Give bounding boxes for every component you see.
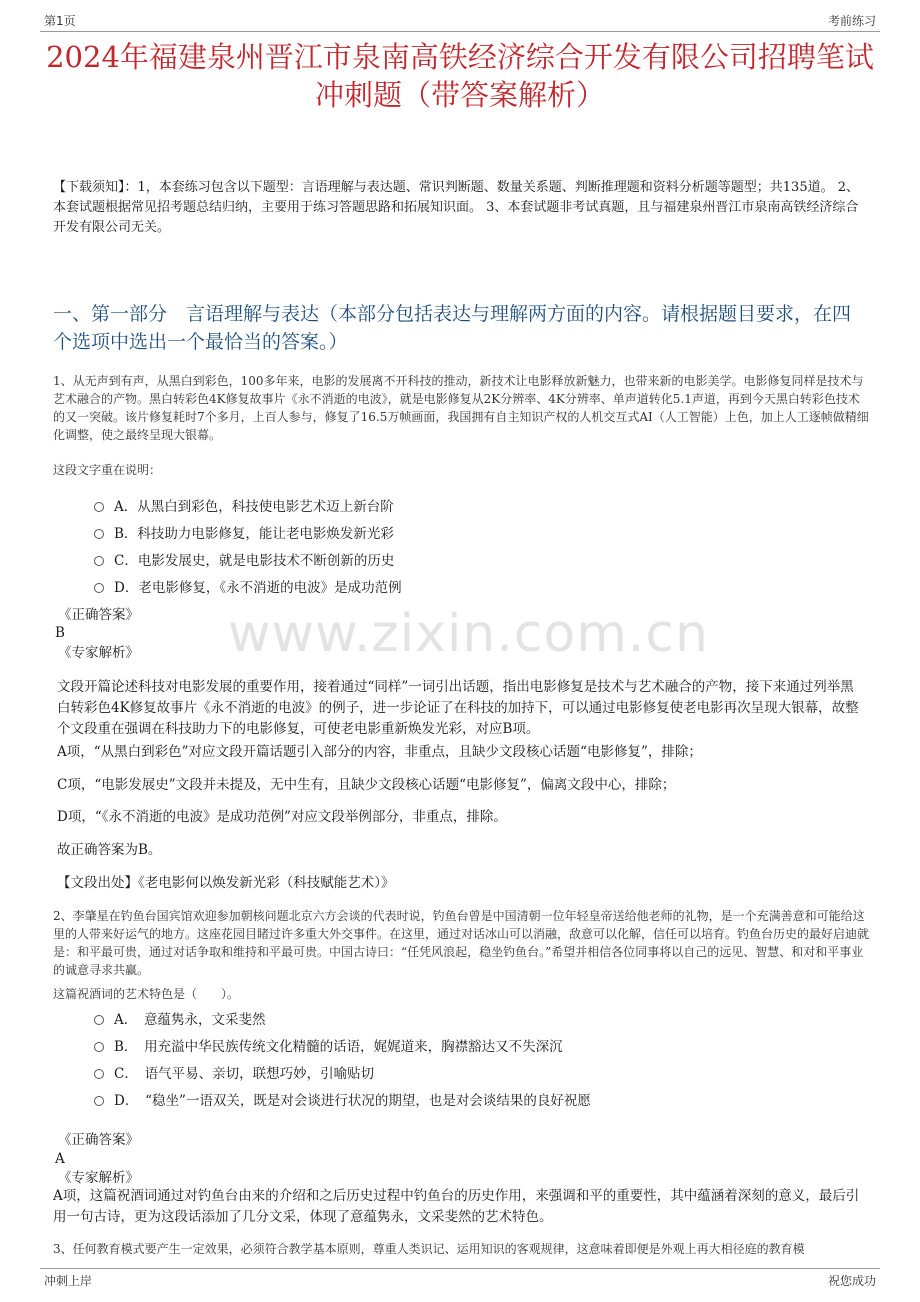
radio-button-icon[interactable] — [94, 556, 104, 566]
option-label: C．电影发展史，就是电影技术不断创新的历史 — [114, 553, 395, 569]
question-2-answer-label: 《正确答案》 — [58, 1132, 139, 1148]
question-1-option-a[interactable] — [94, 495, 394, 515]
question-2-option-d[interactable] — [94, 1089, 591, 1109]
radio-button-icon[interactable] — [94, 583, 104, 593]
radio-button-icon[interactable] — [94, 1069, 104, 1079]
question-2-stem: 2、李肇星在钓鱼台国宾馆欢迎参加朝核问题北京六方会谈的代表时说，钓鱼台曾是中国清朝一位年轻皇帝送给他老师的礼物，是一个充满善意和可能给这里的人带来好运气的地方。这座花园目睹过许多重大外交事件。在这里，通过对话冰山可以消融，敌意可以化解，信任可以培育。钓鱼台历史的最好启迪就是：和平最可贵，通过对话争取和维持和平最可贵。中国古诗曰：“任凭风浪起，稳坐钓鱼台。”希望并相信各位同事将以自己的远见、智慧、和对和平事业的诚意寻求共赢。 — [53, 909, 870, 977]
question-1-analysis-a: A项，“从黑白到彩色”对应文段开篇话题引入部分的内容，非重点，且缺少文段核心话题“电影修复”，排除； — [57, 744, 702, 760]
question-1-option-b[interactable] — [94, 522, 394, 542]
footer-left-label: 冲刺上岸 — [44, 1274, 93, 1288]
header-label: 考前练习 — [827, 14, 876, 28]
option-label: D． “稳坐”一语双关，既是对会谈进行状况的期望，也是对会谈结果的良好祝愿 — [114, 1093, 591, 1109]
document-title: 2024年福建泉州晋江市泉南高铁经济综合开发有限公司招聘笔试冲刺题（带答案解析） — [46, 40, 874, 112]
footer-rule — [40, 1268, 880, 1269]
question-1-answer-label: 《正确答案》 — [58, 607, 139, 623]
radio-button-icon[interactable] — [94, 1096, 104, 1106]
option-label: D．老电影修复，《永不消逝的电波》是成功范例 — [114, 580, 402, 596]
question-1-conclusion: 故正确答案为B。 — [57, 842, 162, 858]
question-1-analysis-label: 《专家解析》 — [58, 645, 139, 661]
question-2-option-c[interactable] — [94, 1062, 374, 1082]
option-label: B．科技助力电影修复，能让老电影焕发新光彩 — [114, 526, 394, 542]
radio-button-icon[interactable] — [94, 1015, 104, 1025]
question-1-option-c[interactable] — [94, 549, 394, 569]
watermark: www.zixin.com.cn — [228, 604, 709, 664]
section-heading: 一、第一部分 言语理解与表达（本部分包括表达与理解两方面的内容。请根据题目要求，在四个选项中选出一个最恰当的答案。） — [53, 303, 852, 353]
page-number: 第1页 — [44, 14, 76, 28]
question-1-prompt: 这段文字重在说明： — [53, 463, 162, 477]
question-2-analysis-label: 《专家解析》 — [58, 1170, 139, 1186]
radio-button-icon[interactable] — [94, 1042, 104, 1052]
question-2-answer: A — [55, 1151, 65, 1167]
question-2-analysis: A项，这篇祝酒词通过对钓鱼台由来的介绍和之后历史过程中钓鱼台的历史作用，来强调和平的重要性，其中蕴涵着深刻的意义，最后引用一句古诗，更为这段话添加了几分文采，体现了意蕴隽永，文采斐然的艺术特色。 — [53, 1188, 860, 1225]
option-label: A．从黑白到彩色，科技使电影艺术迈上新台阶 — [114, 499, 394, 515]
download-notice: 【下载须知】：1，本套练习包含以下题型：言语理解与表达题、常识判断题、数量关系题、判断推理题和资料分析题等题型；共135道。 2、本套试题根据常见招考题总结归纳，主要用于练习答题思路和拓展知识面。 3、本套试题非考试真题，且与福建泉州晋江市泉南高铁经济综合开发有限公司无关。 — [53, 180, 859, 235]
question-2-option-a[interactable] — [94, 1008, 266, 1028]
question-1-answer: B — [55, 625, 65, 641]
radio-button-icon[interactable] — [94, 502, 104, 512]
question-2-option-b[interactable] — [94, 1035, 563, 1055]
option-label: A． 意蕴隽永，文采斐然 — [114, 1012, 266, 1028]
question-3-stem: 3、任何教育模式要产生一定效果，必须符合教学基本原则，尊重人类识记、运用知识的客观规律，这意味着即便是外观上再大相径庭的教育模 — [53, 1242, 805, 1256]
question-1-option-d[interactable] — [94, 576, 402, 596]
question-1-analysis-c: C项，“电影发展史”文段并未提及，无中生有，且缺少文段核心话题“电影修复”，偏离文段中心，排除； — [57, 777, 676, 793]
question-1-stem: 1、从无声到有声，从黑白到彩色，100多年来，电影的发展离不开科技的推动，新技术让电影释放新魅力，也带来新的电影美学。电影修复同样是技术与艺术融合的产物。黑白转彩色4K修复故事片《永不消逝的电波》，就是电影修复从2K分辨率、4K分辨率、单声道转化5.1声道，再到今天黑白转彩色技术的又一突破。该片修复耗时7个多月，上百人参与，修复了16.5万帧画面，我国拥有自主知识产权的人机交互式AI（人工智能）上色，加上人工逐帧做精细化调整，使之最终呈现大银幕。 — [53, 374, 869, 442]
radio-button-icon[interactable] — [94, 529, 104, 539]
question-1-analysis-d: D项，“《永不消逝的电波》是成功范例”对应文段举例部分，非重点，排除。 — [57, 809, 507, 825]
question-1-source: 【文段出处】《老电影何以焕发新光彩（科技赋能艺术）》 — [57, 875, 395, 891]
question-2-prompt: 这篇祝酒词的艺术特色是（ ）。 — [53, 987, 240, 1001]
question-1-analysis-main: 文段开篇论述科技对电影发展的重要作用，接着通过“同样”一词引出话题，指出电影修复是技术与艺术融合的产物，接下来通过列举黑白转彩色4K修复故事片《永不消逝的电波》的例子，进一步论证了在科技的加持下，可以通过电影修复使老电影再次呈现大银幕，故整个文段重在强调在科技助力下的电影修复，可使老电影重新焕发光彩，对应B项。 — [57, 679, 859, 737]
header-rule — [40, 31, 880, 32]
option-label: B． 用充溢中华民族传统文化精髓的话语，娓娓道来，胸襟豁达又不失深沉 — [114, 1039, 563, 1055]
footer-right-label: 祝您成功 — [827, 1274, 876, 1288]
option-label: C． 语气平易、亲切，联想巧妙，引喻贴切 — [114, 1066, 375, 1082]
